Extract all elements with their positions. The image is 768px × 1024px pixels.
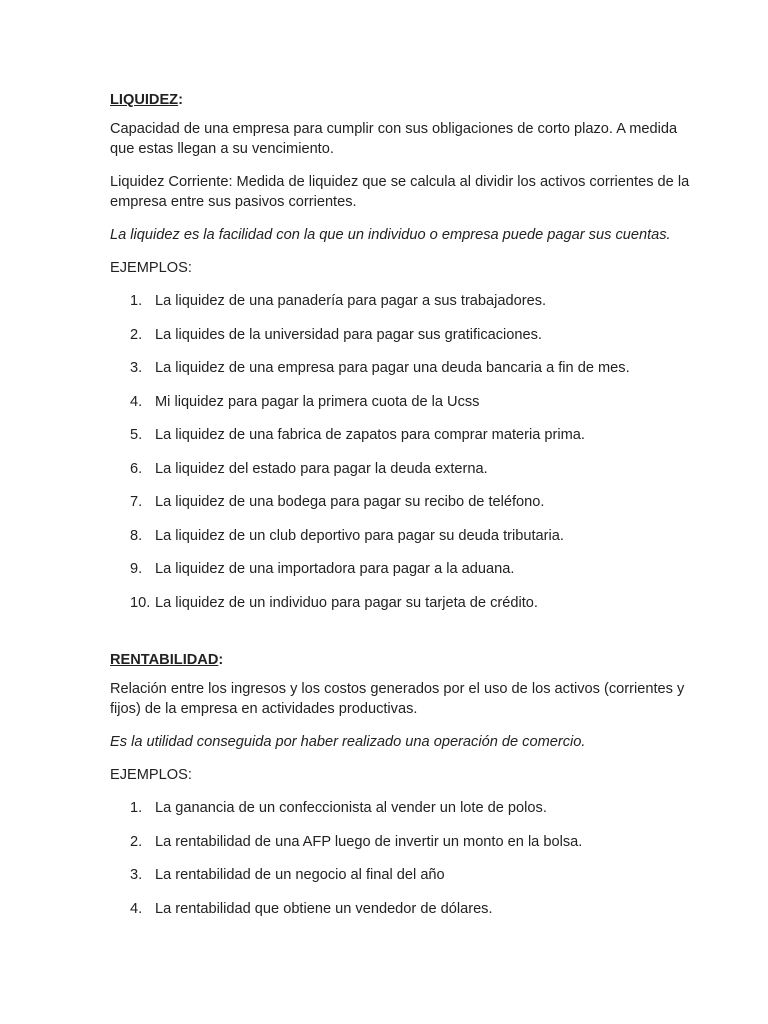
list-item-number: 7. xyxy=(130,494,143,510)
list-item-number: 1. xyxy=(130,800,143,816)
liquidez-heading xyxy=(110,90,700,110)
liquidez-examples-label: EJEMPLOS: xyxy=(110,260,192,276)
liquidez-title-colon: : xyxy=(178,92,183,108)
list-item-text: La liquidez de una empresa para pagar una deuda bancaria a fin de mes. xyxy=(155,360,630,376)
list-item-text: La rentabilidad que obtiene un vendedor de dólares. xyxy=(155,900,493,917)
list-item-text: La liquidez del estado para pagar la deuda externa. xyxy=(155,460,488,477)
list-item xyxy=(110,492,700,512)
list-item xyxy=(110,865,700,885)
document-page xyxy=(110,90,700,932)
list-item-text: La liquidez de un individuo para pagar su tarjeta de crédito. xyxy=(155,594,538,611)
list-item-number: 6. xyxy=(130,460,143,477)
list-item-text: La liquidez de una bodega para pagar su recibo de teléfono. xyxy=(155,494,545,510)
liquidez-corriente-definition: Liquidez Corriente: Medida de liquidez que se calcula al dividir los activos corrientes de la empresa entre sus pasivos corrientes. xyxy=(110,174,690,210)
list-item-text: La liquidez de una fabrica de zapatos para comprar materia prima. xyxy=(155,427,585,443)
list-item xyxy=(110,392,700,412)
rentabilidad-examples-list xyxy=(110,798,700,919)
list-item-number: 4. xyxy=(130,900,143,917)
rentabilidad-definition: Relación entre los ingresos y los costos generados por el uso de los activos (corrientes y fijos) de la empresa en actividades productivas. xyxy=(110,681,685,717)
list-item-number: 10. xyxy=(130,594,151,611)
list-item xyxy=(110,526,700,546)
liquidez-definition: Capacidad de una empresa para cumplir con sus obligaciones de corto plazo. A medida que estas llegan a su vencimiento. xyxy=(110,121,678,157)
list-item-number: 4. xyxy=(130,393,143,410)
list-item xyxy=(110,425,700,445)
list-item-number: 1. xyxy=(130,293,143,309)
list-item-text: Mi liquidez para pagar la primera cuota de la Ucss xyxy=(155,393,480,410)
rentabilidad-title-colon: : xyxy=(218,652,224,668)
list-item-number: 3. xyxy=(130,360,143,376)
list-item-number: 8. xyxy=(130,527,143,544)
list-item xyxy=(110,459,700,479)
liquidez-examples-list xyxy=(110,291,700,613)
list-item-number: 2. xyxy=(130,833,143,850)
list-item-number: 2. xyxy=(130,326,143,343)
list-item xyxy=(110,593,700,613)
list-item xyxy=(110,899,700,919)
rentabilidad-italic-note: Es la utilidad conseguida por haber realizado una operación de comercio. xyxy=(110,734,586,750)
list-item xyxy=(110,832,700,852)
rentabilidad-heading xyxy=(110,650,700,670)
liquidez-italic-note: La liquidez es la facilidad con la que un individuo o empresa puede pagar sus cuentas. xyxy=(110,227,671,243)
list-item-number: 3. xyxy=(130,867,143,883)
list-item xyxy=(110,798,700,818)
list-item xyxy=(110,358,700,378)
rentabilidad-title: RENTABILIDAD xyxy=(110,652,219,668)
list-item-text: La liquidez de una panadería para pagar a sus trabajadores. xyxy=(155,293,547,309)
list-item-text: La liquidez de un club deportivo para pagar su deuda tributaria. xyxy=(155,527,564,544)
section-spacer xyxy=(110,626,700,650)
list-item-text: La liquides de la universidad para pagar sus gratificaciones. xyxy=(155,326,542,343)
list-item-number: 5. xyxy=(130,427,143,443)
list-item-text: La rentabilidad de una AFP luego de invertir un monto en la bolsa. xyxy=(155,833,583,850)
list-item xyxy=(110,325,700,345)
liquidez-title: LIQUIDEZ xyxy=(110,92,179,108)
rentabilidad-examples-label: EJEMPLOS: xyxy=(110,767,192,783)
list-item-number: 9. xyxy=(130,561,143,577)
list-item-text: La ganancia de un confeccionista al vender un lote de polos. xyxy=(155,800,547,816)
list-item xyxy=(110,559,700,579)
list-item-text: La liquidez de una importadora para pagar a la aduana. xyxy=(155,561,515,577)
list-item xyxy=(110,291,700,311)
list-item-text: La rentabilidad de un negocio al final del año xyxy=(155,867,445,883)
